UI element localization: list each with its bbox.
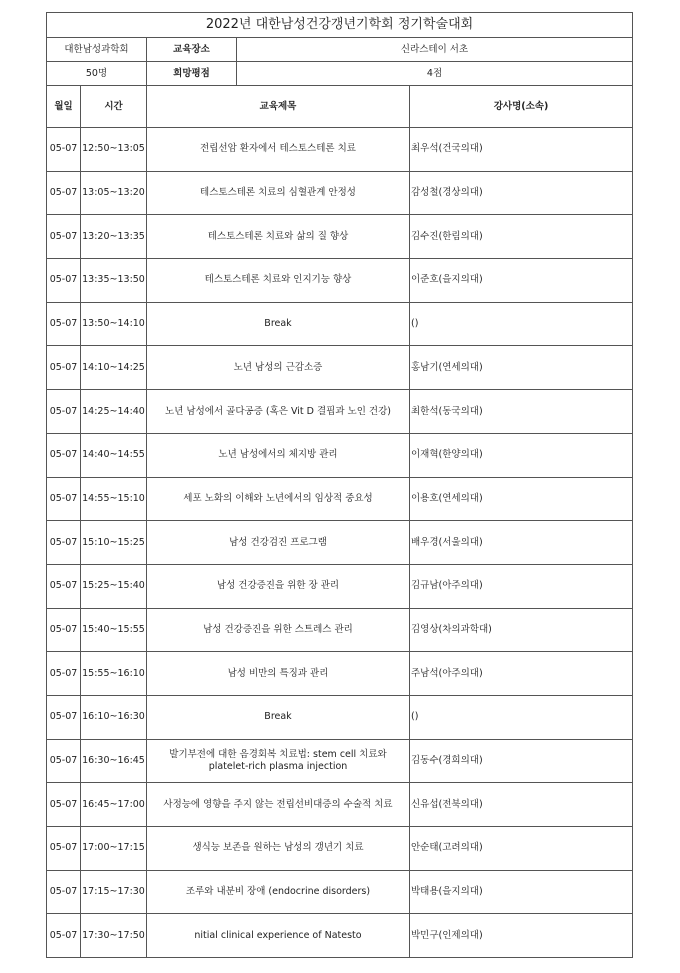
row-date: 05-07: [47, 827, 81, 871]
row-date: 05-07: [47, 695, 81, 739]
row-topic: 남성 건강증진을 위한 스트레스 관리: [147, 608, 410, 652]
row-speaker: 이준호(을지의대): [410, 259, 633, 303]
row-speaker: 김규남(아주의대): [410, 564, 633, 608]
row-speaker: (): [410, 302, 633, 346]
venue-value: 신라스테이 서초: [237, 38, 633, 62]
table-row: [47, 608, 633, 652]
schedule-table: [46, 12, 633, 958]
row-time: 15:10~15:25: [81, 521, 147, 565]
row-topic: 테스토스테론 치료와 인지기능 향상: [147, 259, 410, 303]
row-topic: 노년 남성에서 골다공증 (혹은 Vit D 결핍과 노인 건강): [147, 390, 410, 434]
table-row: [47, 128, 633, 172]
row-time: 16:30~16:45: [81, 739, 147, 783]
row-time: 17:00~17:15: [81, 827, 147, 871]
header-time: 시간: [81, 86, 147, 128]
row-speaker: 김영상(차의과학대): [410, 608, 633, 652]
row-topic: 남성 건강증진을 위한 장 관리: [147, 564, 410, 608]
row-date: 05-07: [47, 783, 81, 827]
table-row: [47, 695, 633, 739]
table-row: [47, 827, 633, 871]
header-date: 월일: [47, 86, 81, 128]
table-row: [47, 390, 633, 434]
row-topic: nitial clinical experience of Natesto: [147, 914, 410, 958]
row-topic: 사정능에 영향을 주지 않는 전립선비대증의 수술적 치료: [147, 783, 410, 827]
row-time: 13:20~13:35: [81, 215, 147, 259]
row-time: 17:15~17:30: [81, 870, 147, 914]
row-topic: 남성 비만의 특징과 관리: [147, 652, 410, 696]
header-topic: 교육제목: [147, 86, 410, 128]
row-date: 05-07: [47, 128, 81, 172]
row-topic: 조루와 내분비 장애 (endocrine disorders): [147, 870, 410, 914]
row-topic: 테스토스테론 치료와 삶의 질 향상: [147, 215, 410, 259]
row-speaker: 안순태(고려의대): [410, 827, 633, 871]
table-row: [47, 521, 633, 565]
table-row: [47, 215, 633, 259]
row-date: 05-07: [47, 521, 81, 565]
row-speaker: 이용호(연세의대): [410, 477, 633, 521]
row-speaker: 박태용(을지의대): [410, 870, 633, 914]
table-row: [47, 739, 633, 783]
table-row: [47, 171, 633, 215]
row-time: 14:10~14:25: [81, 346, 147, 390]
row-date: 05-07: [47, 652, 81, 696]
row-topic: Break: [147, 695, 410, 739]
row-time: 12:50~13:05: [81, 128, 147, 172]
row-speaker: 최한석(동국의대): [410, 390, 633, 434]
row-speaker: (): [410, 695, 633, 739]
row-speaker: 박민구(인제의대): [410, 914, 633, 958]
row-topic: Break: [147, 302, 410, 346]
row-speaker: 감성철(경상의대): [410, 171, 633, 215]
row-date: 05-07: [47, 171, 81, 215]
table-row: [47, 477, 633, 521]
row-date: 05-07: [47, 302, 81, 346]
row-topic: 발기부전에 대한 음경회복 치료법: stem cell 치료와 platelet-rich plasma injection: [147, 739, 410, 783]
header-row: [47, 86, 633, 128]
row-date: 05-07: [47, 870, 81, 914]
score-value: 4점: [237, 62, 633, 86]
row-date: 05-07: [47, 390, 81, 434]
row-topic: 노년 남성에서의 체지방 관리: [147, 433, 410, 477]
row-time: 17:30~17:50: [81, 914, 147, 958]
row-time: 14:55~15:10: [81, 477, 147, 521]
capacity-cell: 50명: [47, 62, 147, 86]
row-time: 15:40~15:55: [81, 608, 147, 652]
row-time: 16:45~17:00: [81, 783, 147, 827]
table-row: [47, 302, 633, 346]
row-speaker: 신유섭(전북의대): [410, 783, 633, 827]
row-topic: 전립선암 환자에서 테스토스테론 치료: [147, 128, 410, 172]
row-date: 05-07: [47, 608, 81, 652]
row-time: 14:25~14:40: [81, 390, 147, 434]
row-date: 05-07: [47, 914, 81, 958]
table-row: [47, 783, 633, 827]
table-row: [47, 652, 633, 696]
row-date: 05-07: [47, 477, 81, 521]
row-speaker: 주남석(아주의대): [410, 652, 633, 696]
table-row: [47, 433, 633, 477]
row-date: 05-07: [47, 259, 81, 303]
table-row: [47, 259, 633, 303]
row-time: 14:40~14:55: [81, 433, 147, 477]
row-topic: 세포 노화의 이해와 노년에서의 임상적 중요성: [147, 477, 410, 521]
row-speaker: 최우석(건국의대): [410, 128, 633, 172]
row-speaker: 배우경(서울의대): [410, 521, 633, 565]
score-label: 희망평점: [147, 62, 237, 86]
row-speaker: 이재혁(한양의대): [410, 433, 633, 477]
page-title: 2022년 대한남성건강갱년기학회 정기학술대회: [47, 13, 633, 38]
row-time: 16:10~16:30: [81, 695, 147, 739]
row-time: 15:55~16:10: [81, 652, 147, 696]
row-time: 13:50~14:10: [81, 302, 147, 346]
row-time: 13:05~13:20: [81, 171, 147, 215]
organizer-cell: 대한남성과학회: [47, 38, 147, 62]
header-speaker: 강사명(소속): [410, 86, 633, 128]
row-date: 05-07: [47, 739, 81, 783]
row-time: 13:35~13:50: [81, 259, 147, 303]
row-time: 15:25~15:40: [81, 564, 147, 608]
table-row: [47, 564, 633, 608]
row-speaker: 김동수(경희의대): [410, 739, 633, 783]
table-row: [47, 346, 633, 390]
row-date: 05-07: [47, 346, 81, 390]
row-topic: 노년 남성의 근감소증: [147, 346, 410, 390]
table-row: [47, 870, 633, 914]
info-row-score: [47, 62, 633, 86]
row-topic: 남성 건강검진 프로그램: [147, 521, 410, 565]
row-date: 05-07: [47, 564, 81, 608]
row-topic: 생식능 보존을 원하는 남성의 갱년기 치료: [147, 827, 410, 871]
row-topic: 테스토스테론 치료의 심혈관계 안정성: [147, 171, 410, 215]
info-row-venue: [47, 38, 633, 62]
row-speaker: 홍남기(연세의대): [410, 346, 633, 390]
venue-label: 교육장소: [147, 38, 237, 62]
table-row: [47, 914, 633, 958]
row-date: 05-07: [47, 215, 81, 259]
row-speaker: 김수진(한림의대): [410, 215, 633, 259]
row-date: 05-07: [47, 433, 81, 477]
